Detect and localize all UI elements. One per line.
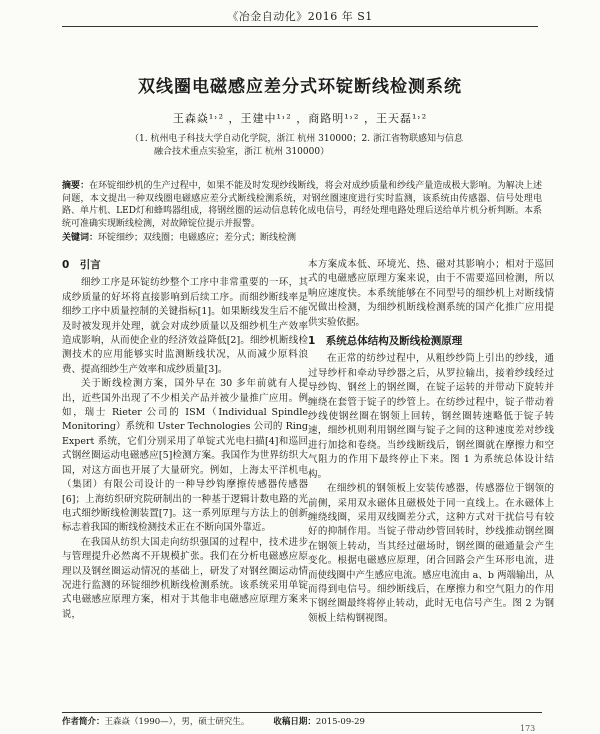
- keywords-text: 环锭细纱；双线圈；电磁感应；差分式；断线检测: [98, 233, 297, 243]
- section-heading-introduction: 0 引言: [62, 259, 101, 271]
- left-column: [62, 258, 308, 622]
- running-header: 《冶金自动化》2016 年 S1: [227, 10, 373, 23]
- abstract: [62, 180, 542, 230]
- affiliation-line: （1. 杭州电子科技大学自动化学院，浙江 杭州 310000；2. 浙江省物联感知与信息: [130, 134, 463, 144]
- affiliations: [130, 133, 490, 159]
- footnote: [62, 715, 542, 727]
- page-number: 173: [520, 724, 536, 733]
- keywords: [62, 232, 542, 245]
- author-bio: 王森焱（1990—），男，硕士研究生。: [104, 717, 250, 727]
- received-date: 2015-09-29: [315, 717, 365, 727]
- right-column: [308, 258, 554, 626]
- received-date-label: 收稿日期：: [273, 717, 316, 727]
- paragraph: 在正常的纺纱过程中，从粗纱纱筒上引出的纱线，通过导纱杆和牵动导纱器之后，从罗拉输出，接着纱线经过导纱钩、钢丝上的钢丝圈，在锭子运转的并带动下旋转并缠绕在套管于锭子的纱管上。在纺纱过程中，锭子带动着纱线使钢丝圈在钢领上回转，钢丝圈转速略低于锭子转速，细纱机则利用钢丝圈与锭子之间的这种速度差对纱线进行加捻和卷绕。当纱线断线后，钢丝圈就在摩擦力和空气阻力的作用下最终停止下来。图 1 为系统总体设计结构。: [308, 353, 554, 480]
- paper-title: 双线圈电磁感应差分式环锭断线检测系统: [138, 77, 462, 97]
- abstract-label: 摘要：: [62, 181, 90, 191]
- paragraph: 在我国从纺织大国走向纺织强国的过程中，技术进步与管理提升必然离不开规模扩张。我们在分析电磁感应原理以及钢丝圈运动情况的基础上，研发了对钢丝圈运动情况进行监测的环锭细纱机断线检测系统。该系统采用单锭式电磁感应原理方案，相对于其他非电磁感应原理方案来说，: [62, 536, 308, 620]
- section-heading-system: 1 系统总体结构及断线检测原理: [308, 335, 463, 348]
- footer-rule: [62, 712, 542, 713]
- keywords-label: 关键词：: [62, 233, 99, 243]
- paragraph: 本方案成本低、环境光、热、磁对其影响小；相对于巡回式的电磁感应原理方案来说，由于不需要巡回检测，所以响应速度快。本系统能够在不同型号的细纱机上对断线情况做出检测，为细纱机断线检测系统的国产化推广应用提供实验依据。: [308, 259, 554, 328]
- affiliation-line: 融合技术重点实验室，浙江 杭州 310000）: [154, 147, 330, 157]
- paragraph: 关于断线检测方案，国外早在 30 多年前就有人提出，近些国外出现了不少相关产品并被少量推广应用。例如，瑞士 Rieter 公司的 ISM（Individual Spindle Monitoring）系统和 Uster Technologies 公司的 Ring Expert 系统，它们分别采用了单锭式光电扫描[4]和巡回式钢丝圈运动电磁感应[5]检测方案。我国作为世界纺织大国，对这方面也开展了大量研究。例如，上海太平洋机电（集团）有限公司设计的一种导纱钩摩擦传感器传感器[6]；上海纺织研究院研制出的一种基于逻辑计数电路的光电式细纱断线检测装置[7]。这一系列原理与方法上的创新标志着我国的断线检测技术正在不断向国外靠近。: [62, 378, 308, 534]
- abstract-text: 在环锭细纱机的生产过程中，如果不能及时发现纱线断线，将会对成纱质量和纱线产量造成极大影响。为解决上述问题，本文提出一种双线圈电磁感应差分式断线检测系统，对钢丝圈速度进行实时监测，该系统由传感器、信号处理电路、单片机、LED灯和蜂鸣器组成，将钢丝圈的运动信息转化成电信号，再经处理电路处理后送给单片机分析判断。本系统可准确实现断线检测，对故障锭位提示并报警。: [62, 181, 542, 229]
- paragraph: 细纱工序是环锭纺纱整个工序中非常重要的一环，其成纱质量的好坏将直接影响到后续工序。而细纱断线率是细纱工序中质量控制的关键指标[1]。如果断线发生后不能及时被发现并处理，就会对成纱质量以及细纱机生产效率造成影响，从而使企业的经济效益降低[2]。细纱机断线检测技术的应用能够实时监测断线状况，从而减少原料浪费、提高细纱生产效率和成纱质量[3]。: [62, 277, 308, 375]
- paragraph: 在细纱机的钢领板上安装传感器，传感器位于钢领的前侧，采用双永磁体且磁极处于同一直线上。在永磁体上缠绕线圈，采用双线圈差分式，这种方式对干扰信号有较好的抑制作用。当锭子带动纱管回转时，纱线推动钢丝圈在钢领上转动，当其经过磁场时，钢丝圈的磁通量会产生变化。根据电磁感应原理，闭合回路会产生环形电流，进而使线圈中产生感应电流。感应电流由 a、b 两端输出，从而得到电信号。细纱断线后，在摩擦力和空气阻力的作用下钢丝圈最终将停止转动，此时无电信号产生。图 2 为钢领板上结构钢视图。: [308, 483, 554, 624]
- header-rule: [62, 26, 538, 27]
- author-bio-label: 作者简介：: [62, 717, 105, 727]
- author-list: 王森焱¹˒² ，王建中¹˒² ，商路明¹˒² ，王天磊¹˒²: [172, 112, 428, 125]
